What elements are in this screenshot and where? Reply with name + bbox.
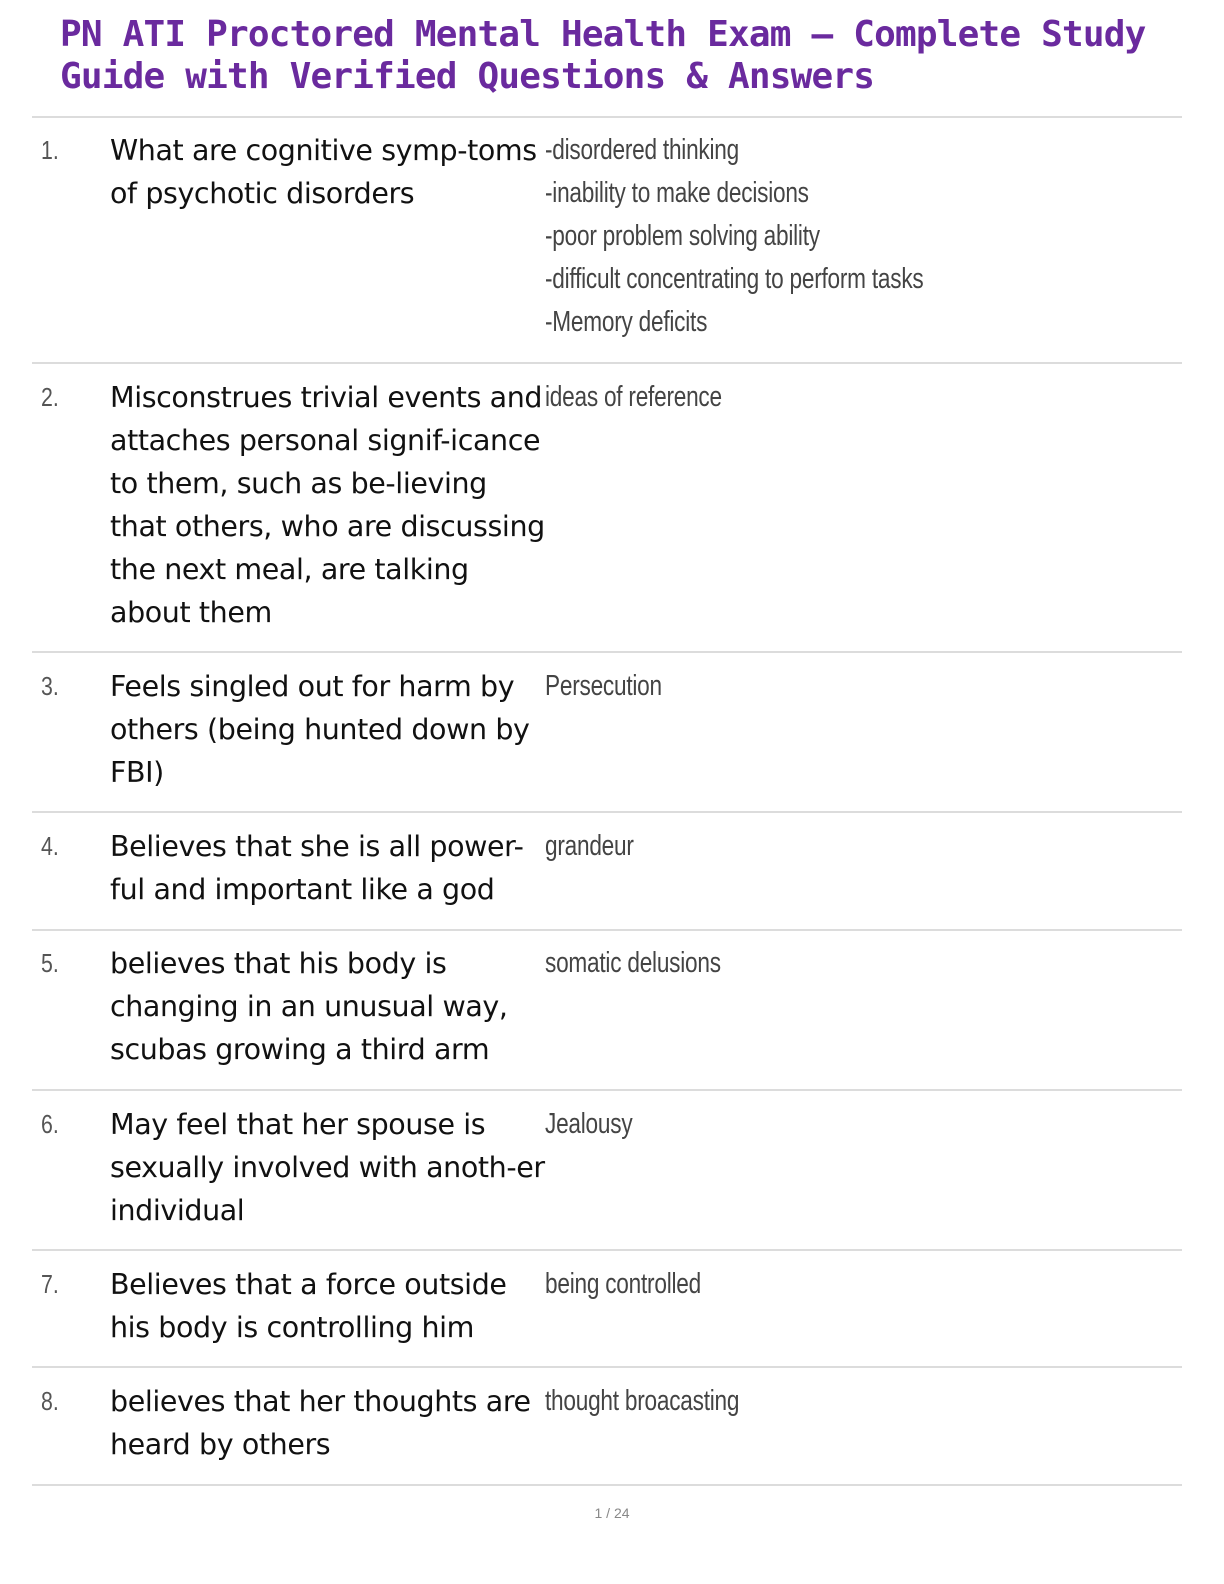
question-number: 4. <box>41 831 59 861</box>
divider <box>32 116 1182 118</box>
question-number: 1. <box>41 135 59 165</box>
question-number: 3. <box>41 671 59 701</box>
divider <box>32 651 1182 653</box>
question-number: 8. <box>41 1386 59 1416</box>
question-text: May feel that her spouse is sexually involved with anoth-er individual <box>110 1108 545 1227</box>
answer-text: Persecution <box>545 670 662 702</box>
divider <box>32 1089 1182 1091</box>
answer-text: grandeur <box>545 830 634 862</box>
page-number: 1 / 24 <box>594 1505 630 1521</box>
answer-text: thought broacasting <box>545 1385 740 1417</box>
question-text: Misconstrues trivial events and attaches personal signif-icance to them, such as be-lieving that others, who are discussing the next meal, are talking about them <box>110 381 545 629</box>
question-text: believes that her thoughts are heard by others <box>110 1385 531 1461</box>
divider <box>32 929 1182 931</box>
answer-text: Jealousy <box>545 1108 633 1140</box>
question-text: What are cognitive symp-toms of psychotic disorders <box>110 134 537 210</box>
divider <box>32 811 1182 813</box>
divider <box>32 362 1182 364</box>
question-number: 7. <box>41 1269 59 1299</box>
divider <box>32 1366 1182 1368</box>
question-text: believes that his body is changing in an unusual way, scubas growing a third arm <box>110 947 508 1066</box>
answer-text: being controlled <box>545 1268 701 1300</box>
question-text: Believes that she is all power-ful and important like a god <box>110 830 524 906</box>
question-number: 5. <box>41 948 59 978</box>
answer-text: -disordered thinking -inability to make decisions -poor problem solving ability -difficult concentrating to perform tasks -Memory deficits <box>545 134 924 338</box>
question-text: Believes that a force outside his body is controlling him <box>110 1268 507 1344</box>
answer-text: ideas of reference <box>545 381 722 413</box>
divider <box>32 1484 1182 1486</box>
answer-text: somatic delusions <box>545 947 721 979</box>
document-title: PN ATI Proctored Mental Health Exam – Complete Study Guide with Verified Questions & Answers <box>60 14 1146 97</box>
divider <box>32 1249 1182 1251</box>
question-number: 6. <box>41 1109 59 1139</box>
question-text: Feels singled out for harm by others (being hunted down by FBI) <box>110 670 530 789</box>
question-number: 2. <box>41 382 59 412</box>
